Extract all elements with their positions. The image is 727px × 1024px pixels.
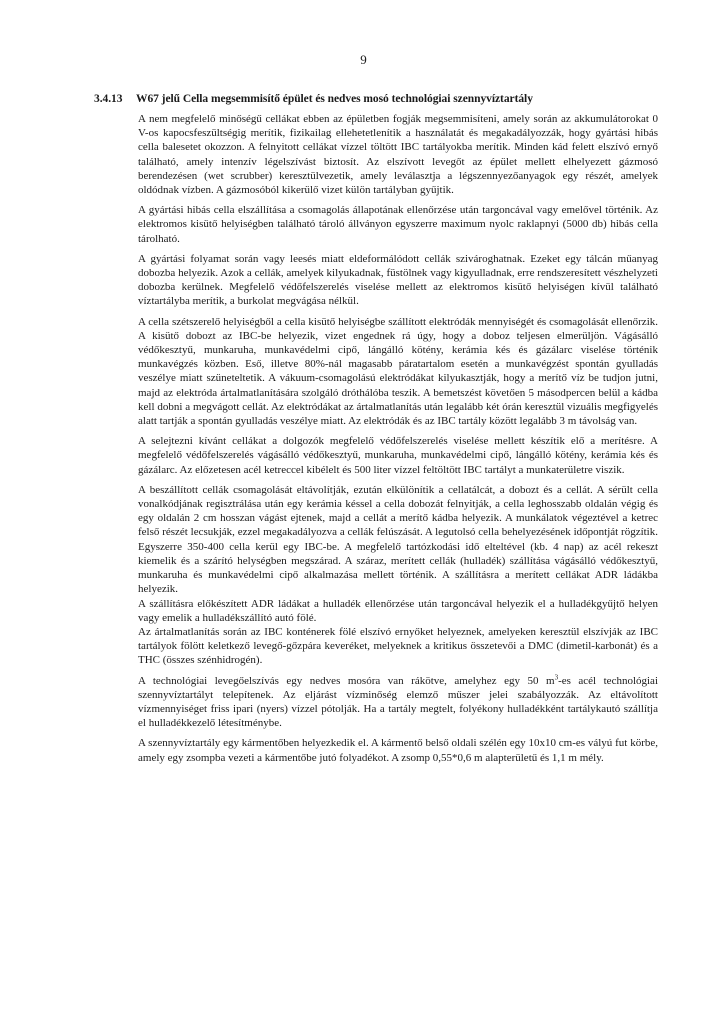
paragraph-5: A selejtezni kívánt cellákat a dolgozók megfelelő védőfelszerelés viselése mellett készítik elő a merítésre. A megfelelő védőfelszerelés vágásálló védőkesztyű, munkaruha, munkavédelmi cipő, lángálló kötény, kerámia kés és gázálarc. Az előzetesen acél ketreccel kibélelt és 500 liter vízzel feltöltött IBC tartályt a munkaterületre viszik.: [138, 435, 658, 476]
document-body: [138, 112, 658, 771]
cubic-superscript: 3: [554, 672, 559, 681]
section-title: W67 jelű Cella megsemmisítő épület és nedves mosó technológiai szennyvíztartály: [136, 93, 533, 105]
section-number: 3.4.13: [94, 93, 123, 105]
paragraph-2: A gyártási hibás cella elszállítása a csomagolás állapotának ellenőrzése után targoncával vagy emelővel történik. Az elektromos kisütő helyiségben található tároló állványon egyszerre maximum nyolc raklapnyi (5000 db) hibás cella tárolható.: [138, 204, 658, 245]
paragraph-6: A beszállított cellák csomagolását eltávolítják, ezután elkülönítik a cellatálcát, a dobozt és a cellát. A sérült cella vonalkódjának regisztrálása után egy kerámia késsel a cella dobozát felnyitják, a cella leghosszabb oldalán végig és egy oldalán 2 cm hosszan vágást ejtenek, majd a cellát a merítő kádba helyezik. A munkálatok végeztével a ketrec felső részét lecsukják, ezzel megakadályozva a cellák felúszását. A legutolsó cella behelyezésének időpontját rögzítik. Egyszerre 350-400 cella kerül egy IBC-be. A megfelelő tartózkodási idő elteltével (kb. 4 nap) az acél rekeszt kiemelik és a szárító helységben megszárad. A száraz, merített cellák (hulladék) szállítása vágásálló védőkesztyű, munkaruha és munkavédelmi cipő alkalmazása mellett történik. A szállításra a merített cellákat ADR ládákba helyezik.: [138, 483, 658, 596]
paragraph-3: A gyártási folyamat során vagy leesés miatt eldeformálódott cellák szivároghatnak. Ezeket egy tálcán műanyag dobozba helyezik. Azok a cellák, amelyek kilyukadnak, füstölnek vagy kigyulladnak, erre rendszeresített vészhelyzeti dobozba kerülnek. Megfelelő védőfelszerelés viselése mellett az elektromos kisütő helyiségen kívül található víztartályba merítik, a burkolat megvágása nélkül.: [138, 252, 658, 308]
paragraph-9-part-2: -es acél technológiai szennyvíztartályt telepítenek. Az eljárást vízminőség elemző műszer jelei szabályozzák. Az eltávolított vízmennyiséget friss ipari (nyers) vízzel pótolják. Ha a tartály megtelt, folyékony hulladékként tartálykautó szállítja el hulladékkezelő létesítménybe.: [138, 674, 658, 730]
page-number: 9: [360, 52, 367, 67]
paragraph-7: A szállításra előkészített ADR ládákat a hulladék ellenőrzése után targoncával helyezik el a hulladékgyűjtő helyen vagy emelik a hulladékszállító autó fölé.: [138, 597, 658, 624]
paragraph-10: A szennyvíztartály egy kármentőben helyezkedik el. A kármentő belső oldali szélén egy 10x10 cm-es vályú fut körbe, amely egy zsompba vezeti a kármentőbe jutó folyadékot. A zsomp 0,55*0,6 m alapterületű és 1,1 m mély.: [138, 737, 658, 764]
paragraph-9-part-1: A technológiai levegőelszívás egy nedves mosóra van rákötve, amelyhez egy 50 m: [138, 674, 555, 687]
paragraph-4: A cella szétszerelő helyiségből a cella kisütő helyiségbe szállított elektródák mennyiségét és csomagolását ellenőrzik. A kisütő dobozt az IBC-be helyezik, vizet engednek rá úgy, hogy a doboz teljesen elmerüljön. Vágásálló védőkesztyű, munkaruha, munkavédelmi cipő, lángálló kötény, kerámia kés és gázálarc viselése történik munkavégzés közben. Eső, illetve 80%-nál magasabb páratartalom esetén a munkavégzést spontán gyulladás veszélye miatt szüneteltetik. A vákuum-csomagolású elektródákat kilyukasztják, hogy a merítő víz be tudjon jutni, majd az elektróda ártalmatlanítására szolgáló dróthálóba teszik. A bemetszést követően 5 másodpercen belül a kádba kell dobni a megvágott cellát. Az elektródákat az ártalmatlanítás után legalább két órán keresztül vizuális megfigyelés alatt tartják a spontán gyulladás veszélye miatt. Az elektródák és az IBC tartály között legalább 3 m távolság van.: [138, 315, 658, 428]
paragraph-1: A nem megfelelő minőségű cellákat ebben az épületben fogják megsemmisíteni, amely során az akkumulátorokat 0 V-os kapocsfeszültségig merítik, fizikailag ellehetetlenítik a használatát és megakadályozzák, hogy gyártási hibás cella balesetet okozzon. A felnyitott cellákat vízzel töltött IBC tartályokba merítik. Minden kád felett elszívó ernyő található, amely intenzív légelszívást biztosít. Az elszívott levegőt az épület mellett elhelyezett gázmosó berendezésen (wet scrubber) keresztülvezetik, amely leválasztja a légszennyezőanyagok egy részét, amelyek oldódnak vízben. A gázmosóból kikerülő vizet külön tartályban gyűjtik.: [138, 113, 658, 197]
paragraph-9: [138, 674, 658, 731]
paragraph-8: Az ártalmatlanítás során az IBC konténerek fölé elszívó ernyőket helyeznek, amelyeken keresztül elszívják az IBC tartályok fölött keletkező levegő-gőzpára keveréket, melyeknek a kritikus összetevői a DMC (dimetil-karbonát) és a THC (összes szénhidrogén).: [138, 625, 658, 667]
section-heading: [94, 93, 654, 105]
